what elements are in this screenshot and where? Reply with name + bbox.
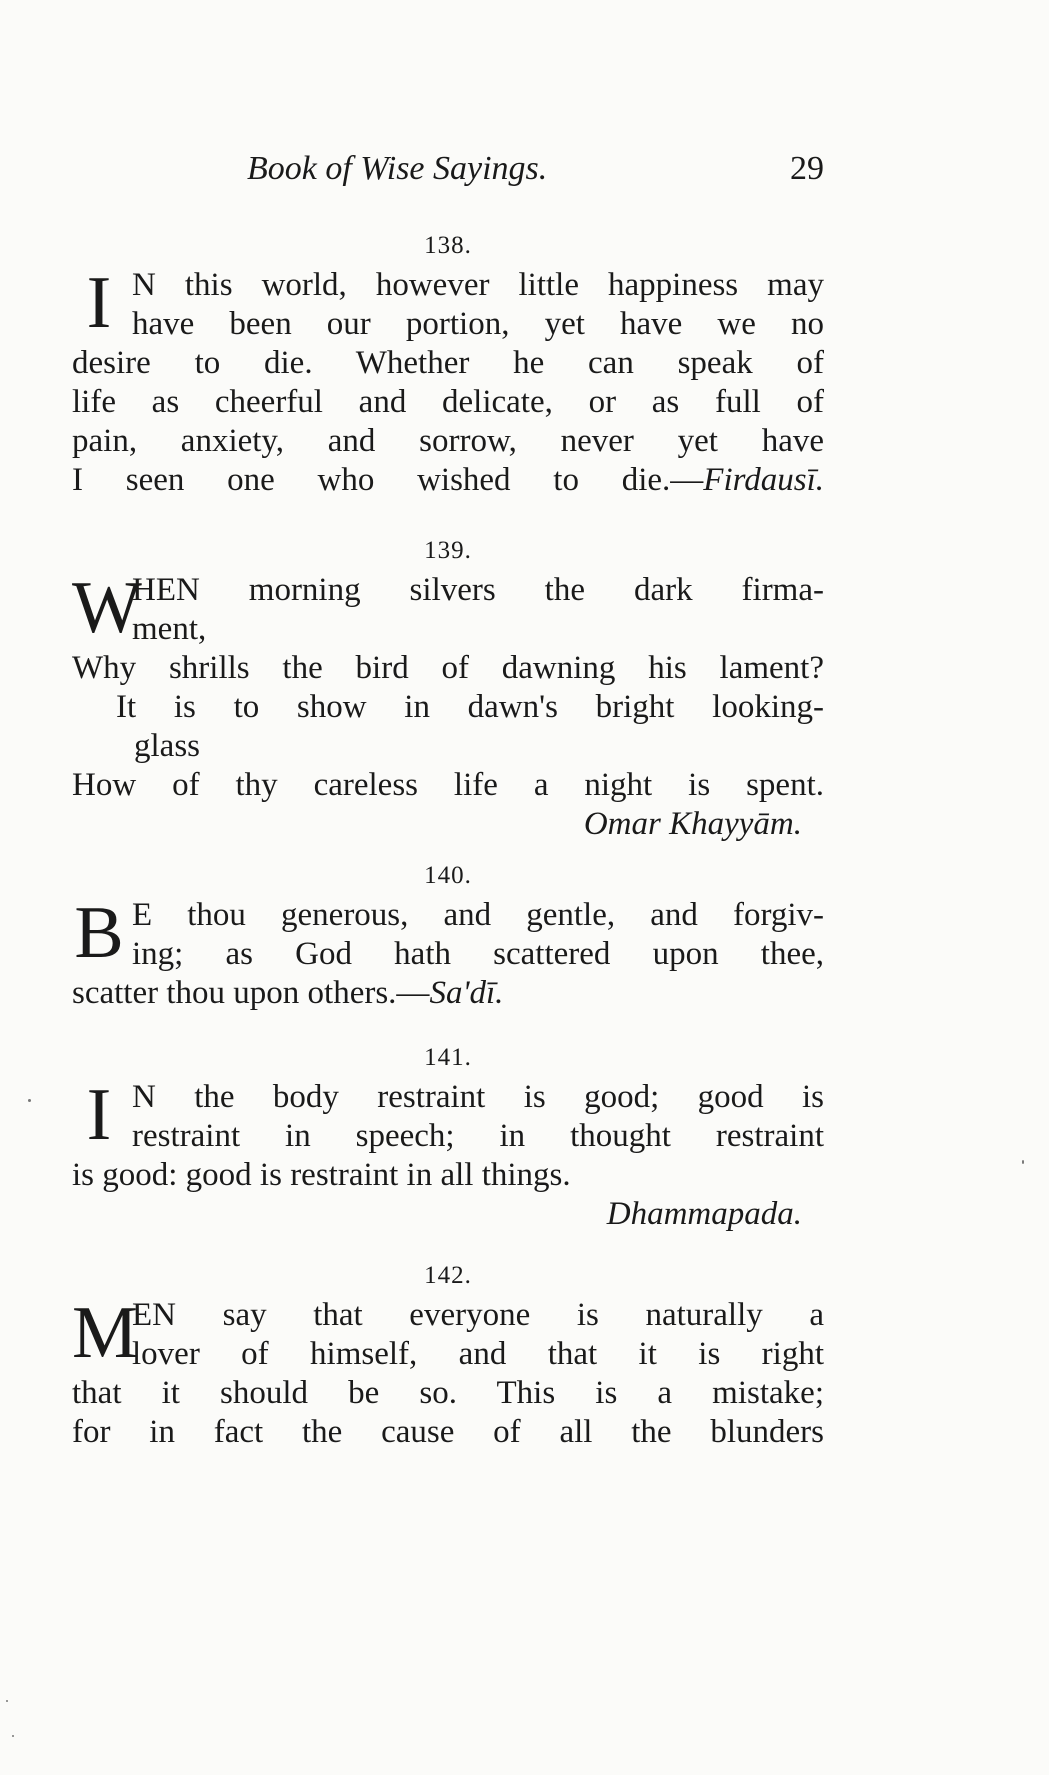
running-head xyxy=(72,150,824,194)
running-title: Book of Wise Sayings. xyxy=(247,150,548,187)
text-line: pain, anxiety, and sorrow, never yet have xyxy=(72,423,824,459)
verse-line: ment, xyxy=(132,611,207,647)
saying-142 xyxy=(72,1262,824,1452)
attribution: Firdausī. xyxy=(703,462,824,498)
text-line: lover of himself, and that it is right xyxy=(132,1336,824,1372)
text-line: ing; as God hath scattered upon thee, xyxy=(132,936,824,972)
drop-cap: I xyxy=(86,1074,112,1156)
text-line: desire to die. Whether he can speak of xyxy=(72,345,824,381)
scan-speck xyxy=(1022,1160,1024,1164)
saying-140 xyxy=(72,862,824,1013)
verse-line: HEN morning silvers the dark firma- xyxy=(132,572,824,608)
saying-141 xyxy=(72,1044,824,1234)
text-line: have been our portion, yet have we no xyxy=(132,306,824,342)
text-line: N this world, however little happiness may xyxy=(132,267,824,303)
verse-line: It is to show in dawn's bright looking- xyxy=(116,689,824,725)
text-line: that it should be so. This is a mistake; xyxy=(72,1375,824,1411)
text-line: for in fact the cause of all the blunders xyxy=(72,1414,824,1450)
text-line: life as cheerful and delicate, or as full of xyxy=(72,384,824,420)
saying-number: 139. xyxy=(424,537,472,564)
text-line: N the body restraint is good; good is xyxy=(132,1079,824,1115)
text-line: is good: good is restraint in all things. xyxy=(72,1157,571,1193)
attribution: Dhammapada. xyxy=(606,1196,802,1232)
verse-line: How of thy careless life a night is spent. xyxy=(72,767,824,803)
saying-number: 140. xyxy=(424,862,472,889)
text-line-with-attribution xyxy=(72,461,824,500)
drop-cap: I xyxy=(86,262,112,344)
saying-number: 142. xyxy=(424,1262,472,1289)
page-number: 29 xyxy=(790,150,824,187)
attribution: Omar Khayyām. xyxy=(583,806,802,842)
text-line: E thou generous, and gentle, and forgiv- xyxy=(132,897,824,933)
text-segment: scatter thou upon others.— xyxy=(72,975,430,1011)
scan-speck xyxy=(28,1099,31,1102)
saying-139 xyxy=(72,537,824,844)
drop-cap: W xyxy=(72,567,142,649)
text-line: restraint in speech; in thought restraint xyxy=(132,1118,824,1154)
text-segment: I seen one who wished to die.— xyxy=(72,462,704,498)
drop-cap: M xyxy=(72,1292,138,1374)
saying-138 xyxy=(72,232,824,500)
saying-number: 141. xyxy=(424,1044,472,1071)
saying-number: 138. xyxy=(424,232,472,259)
scan-speck xyxy=(6,1700,8,1702)
drop-cap: B xyxy=(74,892,124,974)
text-line-with-attribution xyxy=(72,974,824,1013)
attribution: Sa'dī. xyxy=(429,975,504,1011)
verse-line: Why shrills the bird of dawning his lament? xyxy=(72,650,824,686)
scan-speck xyxy=(12,1735,14,1737)
text-line: EN say that everyone is naturally a xyxy=(132,1297,824,1333)
verse-line: glass xyxy=(134,728,200,764)
